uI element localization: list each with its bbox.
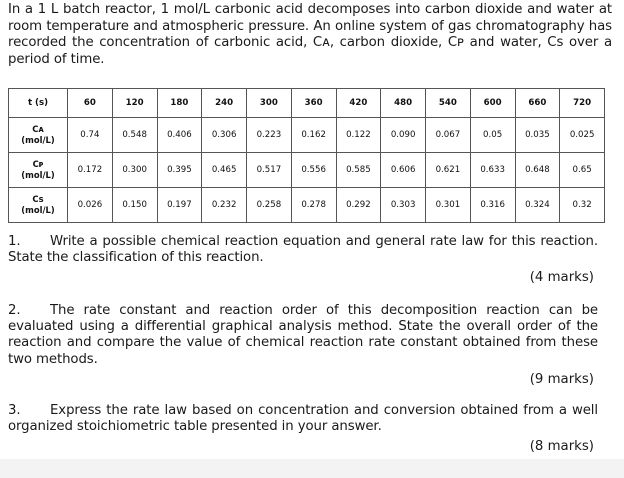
- time-cell: 120: [112, 89, 157, 118]
- value-cell: 0.324: [515, 188, 560, 223]
- row-symbol: Cᴘ: [32, 159, 44, 169]
- table-row-cp: [9, 153, 605, 188]
- row-unit: (mol/L): [21, 205, 55, 215]
- value-cell: 0.517: [247, 153, 292, 188]
- value-cell: 0.303: [381, 188, 426, 223]
- value-cell: 0.32: [560, 188, 605, 223]
- page-bottom-band: [0, 459, 624, 478]
- value-cell: 0.223: [247, 118, 292, 153]
- question-1: [8, 234, 598, 266]
- value-cell: 0.585: [336, 153, 381, 188]
- time-cell: 660: [515, 89, 560, 118]
- row-symbol: Cᴀ: [32, 124, 44, 134]
- time-header: t (s): [9, 89, 68, 118]
- value-cell: 0.162: [291, 118, 336, 153]
- table-header-row: [9, 89, 605, 118]
- question-number: 3.: [8, 403, 21, 418]
- value-cell: 0.090: [381, 118, 426, 153]
- time-cell: 540: [426, 89, 471, 118]
- value-cell: 0.306: [202, 118, 247, 153]
- question-number: 2.: [8, 303, 21, 318]
- time-cell: 360: [291, 89, 336, 118]
- value-cell: 0.067: [426, 118, 471, 153]
- value-cell: 0.026: [68, 188, 113, 223]
- value-cell: 0.633: [470, 153, 515, 188]
- question-2-marks: (9 marks): [529, 372, 594, 387]
- time-cell: 480: [381, 89, 426, 118]
- question-text: Write a possible chemical reaction equation and general rate law for this reaction. State the classification of this reaction.: [8, 234, 598, 266]
- question-text: The rate constant and reaction order of this decomposition reaction can be evaluated using a differential graphical analysis method. State the overall order of the reaction and compare the value of chemical reaction rate constant obtained from these two methods.: [8, 303, 598, 367]
- value-cell: 0.150: [112, 188, 157, 223]
- table-row-cs: [9, 188, 605, 223]
- question-2: [8, 303, 598, 368]
- row-label: [9, 153, 68, 188]
- time-cell: 180: [157, 89, 202, 118]
- time-cell: 720: [560, 89, 605, 118]
- value-cell: 0.301: [426, 188, 471, 223]
- time-cell: 240: [202, 89, 247, 118]
- time-cell: 420: [336, 89, 381, 118]
- value-cell: 0.197: [157, 188, 202, 223]
- value-cell: 0.300: [112, 153, 157, 188]
- question-3-marks: (8 marks): [529, 439, 594, 454]
- question-3: [8, 403, 598, 435]
- row-unit: (mol/L): [21, 170, 55, 180]
- value-cell: 0.035: [515, 118, 560, 153]
- row-symbol: Cꜱ: [32, 194, 44, 204]
- time-cell: 600: [470, 89, 515, 118]
- value-cell: 0.122: [336, 118, 381, 153]
- value-cell: 0.74: [68, 118, 113, 153]
- value-cell: 0.05: [470, 118, 515, 153]
- value-cell: 0.025: [560, 118, 605, 153]
- time-cell: 60: [68, 89, 113, 118]
- value-cell: 0.278: [291, 188, 336, 223]
- row-label: [9, 188, 68, 223]
- concentration-table: [8, 88, 605, 223]
- value-cell: 0.292: [336, 188, 381, 223]
- value-cell: 0.406: [157, 118, 202, 153]
- row-unit: (mol/L): [21, 135, 55, 145]
- question-text: Express the rate law based on concentration and conversion obtained from a well organized stoichiometric table presented in your answer.: [8, 403, 598, 435]
- value-cell: 0.621: [426, 153, 471, 188]
- value-cell: 0.395: [157, 153, 202, 188]
- value-cell: 0.548: [112, 118, 157, 153]
- value-cell: 0.465: [202, 153, 247, 188]
- value-cell: 0.556: [291, 153, 336, 188]
- value-cell: 0.232: [202, 188, 247, 223]
- value-cell: 0.606: [381, 153, 426, 188]
- value-cell: 0.316: [470, 188, 515, 223]
- question-number: 1.: [8, 234, 21, 249]
- table-row-ca: [9, 118, 605, 153]
- question-1-marks: (4 marks): [529, 270, 594, 285]
- value-cell: 0.258: [247, 188, 292, 223]
- row-label: [9, 118, 68, 153]
- value-cell: 0.172: [68, 153, 113, 188]
- value-cell: 0.648: [515, 153, 560, 188]
- time-cell: 300: [247, 89, 292, 118]
- value-cell: 0.65: [560, 153, 605, 188]
- problem-statement: In a 1 L batch reactor, 1 mol/L carbonic acid decomposes into carbon dioxide and water at room temperature and atmospheric pressure. An online system of gas chromatography has recorded the concentration of carbonic acid, Cᴀ, carbon dioxide, Cᴘ and water, Cꜱ over a period of time.: [8, 2, 612, 67]
